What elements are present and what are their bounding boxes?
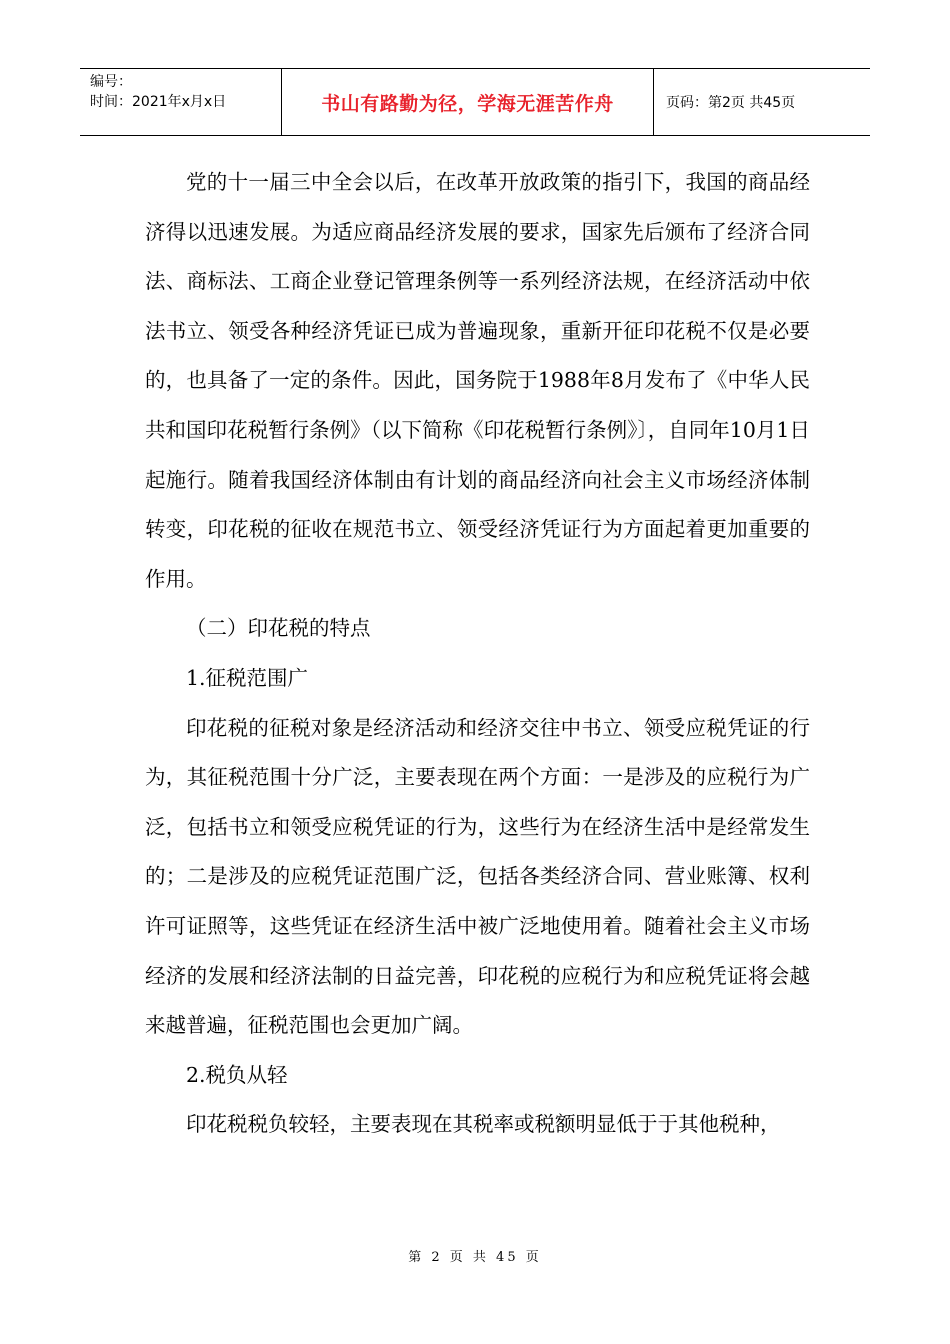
section-heading-features: （二）印花税的特点 — [186, 616, 371, 641]
paragraph-wide-scope: 印花税的征税对象是经济活动和经济交往中书立、领受应税凭证的行为，其征税范围十分广泛，主要表现在两个方面：一是涉及的应税行为广泛，包括书立和领受应税凭证的行为，这些行为在经济生活中是经常发生的；二是涉及的应税凭证范围广泛，包括各类经济合同、营业账簿、权利许可证照等，这些凭证在经济生活中被广泛地使用着。随着社会主义市场经济的发展和经济法制的日益完善，印花税的应税行为和应税凭证将会越来越普遍，征税范围也会更加广阔。 — [145, 715, 810, 1038]
page-footer: 第 2 页 共 45 页 — [408, 1250, 542, 1265]
document-date-label: 时间：2021年x月x日 — [90, 94, 227, 110]
header-page-info: 页码：第2页 共45页 — [666, 95, 796, 111]
header-motto: 书山有路勤为径，学海无涯苦作舟 — [282, 69, 654, 135]
document-number-label: 编号： — [90, 74, 132, 90]
paragraph-history: 党的十一届三中全会以后，在改革开放政策的指引下，我国的商品经济得以迅速发展。为适应商品经济发展的要求，国家先后颁布了经济合同法、商标法、工商企业登记管理条例等一系列经济法规，在经济活动中依法书立、领受各种经济凭证已成为普遍现象，重新开征印花税不仅是必要的，也具备了一定的条件。因此，国务院于1988年8月发布了《中华人民共和国印花税暂行条例》（以下简称《印花税暂行条例》〕，自同年10月1日起施行。随着我国经济体制由有计划的商品经济向社会主义市场经济体制转变，印花税的征收在规范书立、领受经济凭证行为方面起着更加重要的作用。 — [145, 170, 810, 591]
paragraph-light-burden: 印花税税负较轻，主要表现在其税率或税额明显低于于其他税种， — [186, 1112, 781, 1137]
page-header — [80, 68, 870, 136]
header-meta — [80, 69, 282, 135]
subheading-light-burden: 2.税负从轻 — [186, 1062, 288, 1087]
subheading-wide-scope: 1.征税范围广 — [186, 665, 309, 690]
document-body — [145, 158, 810, 1150]
